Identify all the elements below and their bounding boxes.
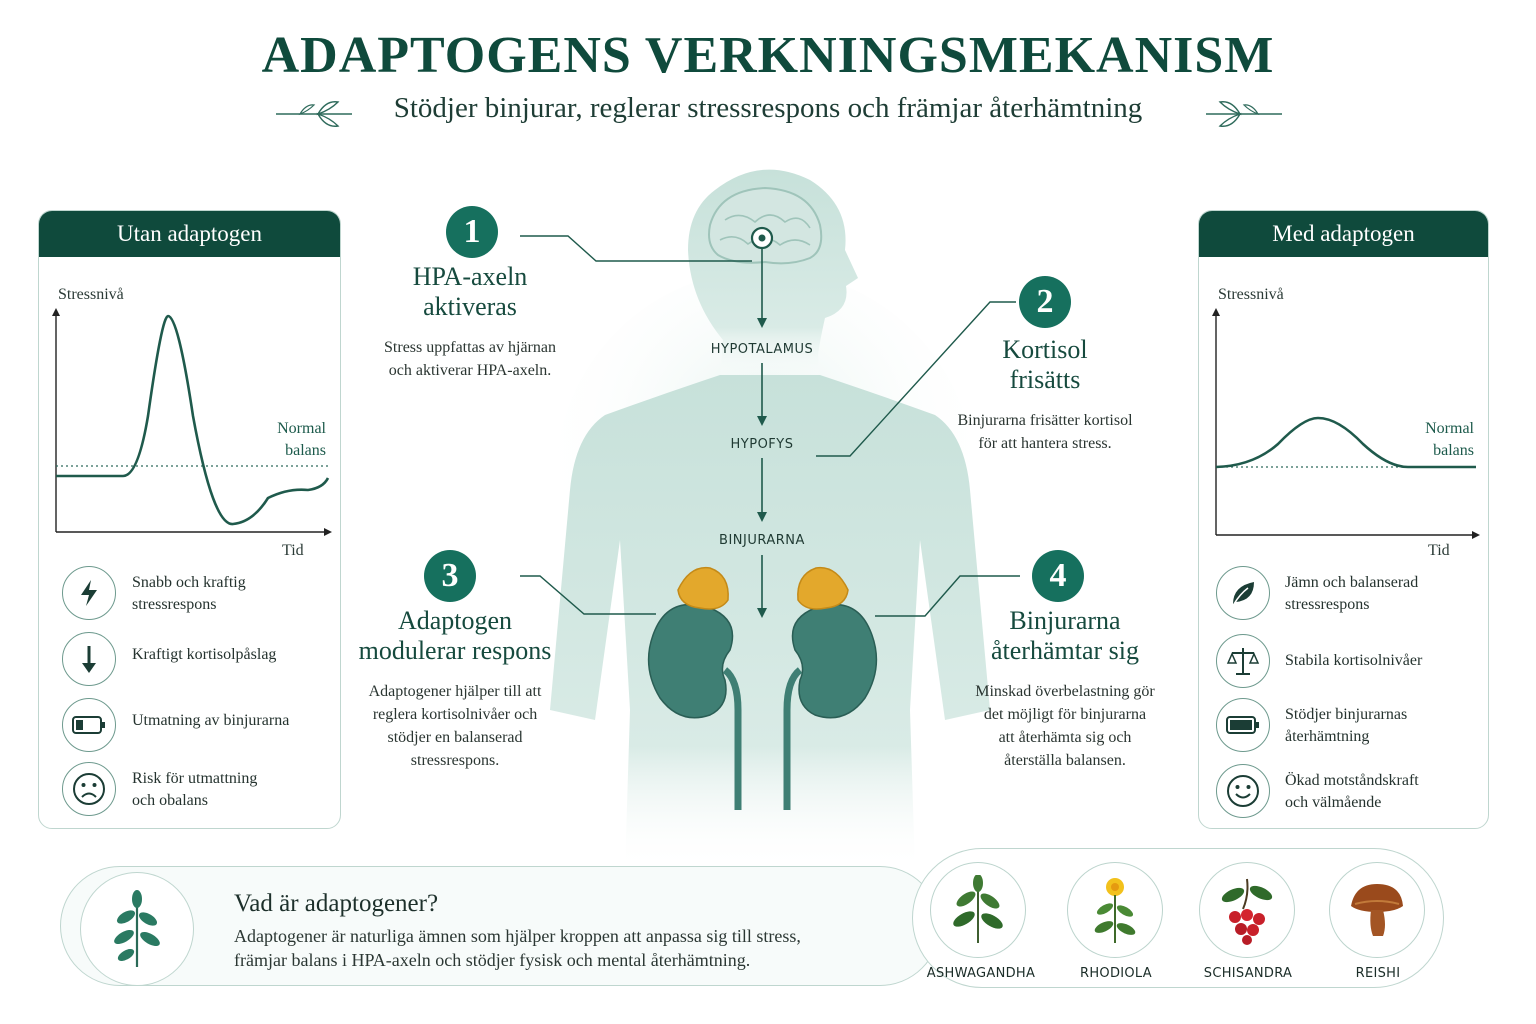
step-2-title-line2: frisätts [1009, 365, 1081, 394]
sad-face-icon [62, 762, 116, 816]
left-baseline-label-line2: balans [285, 442, 326, 459]
step-3-desc-line3: stödjer en balanserad [387, 729, 523, 746]
info-text [234, 924, 801, 972]
body-illustration [520, 150, 1020, 870]
left-feature-4-line1: Risk för utmattning [132, 770, 258, 787]
step-1-title-line2: aktiveras [423, 292, 517, 321]
pituitary-label: HYPOFYS [730, 437, 794, 452]
right-feature-2-line1: Stabila kortisolnivåer [1285, 652, 1423, 669]
left-baseline-label [246, 418, 326, 462]
reishi-icon [1329, 862, 1425, 958]
rhodiola-label: RHODIOLA [1080, 966, 1152, 981]
left-feature-1-line1: Snabb och kraftig [132, 574, 246, 591]
step-4 [950, 606, 1180, 772]
step-3-title-line2: modulerar respons [358, 636, 552, 665]
left-feature-4-line2: och obalans [132, 792, 208, 809]
step-3 [340, 606, 570, 772]
step-1-title-line1: HPA-axeln [412, 262, 528, 291]
right-feature-3-line2: återhämtning [1285, 728, 1370, 745]
hypothalamus-label: HYPOTALAMUS [710, 342, 814, 357]
right-baseline-label-line1: Normal [1425, 420, 1474, 437]
brain-icon [709, 188, 821, 263]
battery-low-icon [62, 698, 116, 752]
right-feature-3 [1285, 704, 1407, 748]
step-4-number: 4 [1032, 550, 1084, 602]
step-4-title-line2: återhämtar sig [991, 636, 1139, 665]
schisandra-icon [1199, 862, 1295, 958]
step-4-desc-line2: det möjligt för binjurarna [983, 706, 1147, 723]
left-feature-1 [132, 572, 246, 616]
right-feature-1-line2: stressrespons [1285, 596, 1370, 613]
step-2-desc-line1: Binjurarna frisätter kortisol [957, 412, 1133, 429]
right-panel-title: Med adaptogen [1199, 211, 1488, 257]
reishi-label: REISHI [1355, 966, 1401, 981]
info-text-line1: Adaptogener är naturliga ämnen som hjälper kroppen att anpassa sig till stress, [234, 926, 801, 946]
step-3-desc-line1: Adaptogener hjälper till att [368, 683, 542, 700]
step-2 [935, 335, 1155, 455]
leaf-icon [1216, 566, 1270, 620]
ashwagandha-label: ASHWAGANDHA [926, 966, 1036, 981]
left-feature-3-line1: Utmatning av binjurarna [132, 712, 290, 729]
step-1 [360, 262, 580, 382]
step-2-desc-line2: för att hantera stress. [978, 435, 1112, 452]
right-leaf-ornament-icon [1204, 96, 1284, 132]
right-feature-1 [1285, 572, 1418, 616]
right-feature-4-line2: och välmående [1285, 794, 1382, 811]
right-baseline-label-line2: balans [1433, 442, 1474, 459]
step-1-desc-line2: och aktiverar HPA-axeln. [388, 362, 552, 379]
step-1-number: 1 [446, 206, 498, 258]
step-4-desc-line3: att återhämta sig och [998, 729, 1132, 746]
right-feature-1-line1: Jämn och balanserad [1285, 574, 1419, 591]
step-3-number: 3 [424, 550, 476, 602]
left-feature-1-line2: stressrespons [132, 596, 217, 613]
smile-face-icon [1216, 764, 1270, 818]
right-feature-2 [1285, 650, 1422, 672]
right-feature-4-line1: Ökad motståndskraft [1285, 772, 1419, 789]
right-baseline-label [1394, 418, 1474, 462]
arrow-down-icon [62, 632, 116, 686]
step-4-desc-line4: återställa balansen. [1004, 752, 1126, 769]
step-4-desc-line1: Minskad överbelastning gör [975, 683, 1155, 700]
left-feature-2-line1: Kraftigt kortisolpåslag [132, 646, 277, 663]
right-x-label: Tid [1428, 542, 1450, 559]
rhodiola-icon [1067, 862, 1163, 958]
right-feature-3-line1: Stödjer binjurarnas [1285, 706, 1408, 723]
battery-full-icon [1216, 698, 1270, 752]
plant-icon [80, 872, 194, 986]
step-2-number: 2 [1019, 276, 1071, 328]
step-3-desc-line4: stressrespons. [410, 752, 500, 769]
left-panel-title: Utan adaptogen [39, 211, 340, 257]
right-feature-4 [1285, 770, 1419, 814]
left-leaf-ornament-icon [274, 96, 354, 132]
info-title: Vad är adaptogener? [234, 890, 439, 917]
left-feature-2 [132, 644, 276, 666]
ashwagandha-icon [930, 862, 1026, 958]
step-1-desc-line1: Stress uppfattas av hjärnan [384, 339, 556, 356]
step-3-desc-line2: reglera kortisolnivåer och [372, 706, 538, 723]
lightning-icon [62, 566, 116, 620]
page-subtitle: Stödjer binjurar, reglerar stressrespons och främjar återhämtning [393, 92, 1143, 124]
info-text-line2: främjar balans i HPA-axeln och stödjer fysisk och mental återhämtning. [234, 950, 751, 970]
right-y-label: Stressnivå [1218, 286, 1284, 303]
step-4-title-line1: Binjurarna [1009, 606, 1121, 635]
schisandra-label: SCHISANDRA [1203, 966, 1293, 981]
adrenals-label: BINJURARNA [719, 533, 805, 548]
scale-icon [1216, 634, 1270, 688]
left-baseline-label-line1: Normal [277, 420, 326, 437]
left-feature-4 [132, 768, 257, 812]
left-y-label: Stressnivå [58, 286, 124, 303]
step-3-title-line1: Adaptogen [397, 606, 513, 635]
page-title: ADAPTOGENS VERKNINGSMEKANISM [261, 27, 1275, 84]
left-x-label: Tid [282, 542, 304, 559]
step-2-title-line1: Kortisol [1002, 335, 1088, 364]
left-feature-3 [132, 710, 289, 732]
